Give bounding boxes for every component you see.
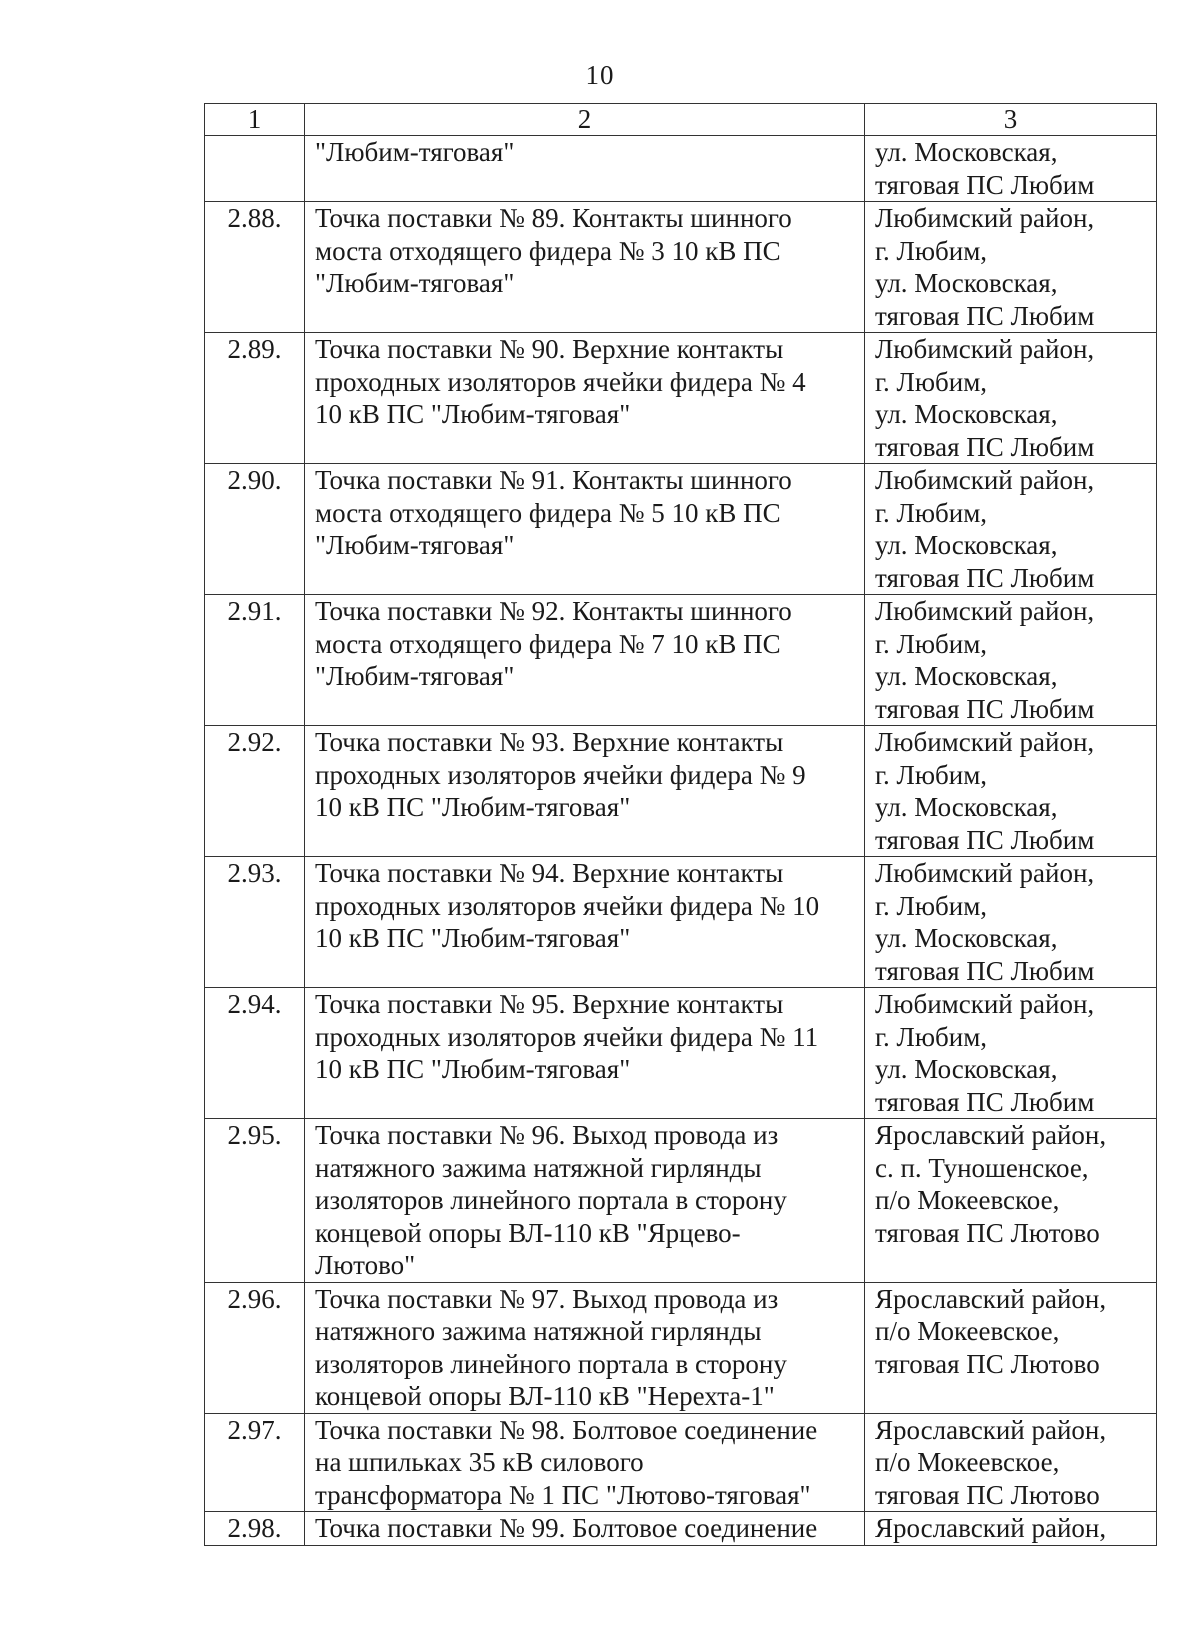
- description-line: концевой опоры ВЛ-110 кВ "Нерехта-1": [315, 1381, 775, 1411]
- table-row: [205, 988, 1157, 1119]
- row-number-cell: [205, 136, 305, 202]
- description-line: 10 кВ ПС "Любим-тяговая": [315, 399, 631, 429]
- address-line: Любимский район,: [875, 989, 1095, 1019]
- description-cell: [305, 333, 865, 464]
- address-line: г. Любим,: [875, 1021, 988, 1052]
- description-line: проходных изоляторов ячейки фидера № 11: [315, 1021, 819, 1052]
- table-row: [205, 136, 1157, 202]
- table-row: [205, 726, 1157, 857]
- address-line: тяговая ПС Любим: [875, 693, 1095, 724]
- address-cell: [865, 136, 1157, 202]
- delivery-points-table: [204, 103, 1157, 1546]
- address-line: тяговая ПС Лютово: [875, 1479, 1100, 1510]
- description-cell: [305, 988, 865, 1119]
- column-header-description: 2: [305, 104, 865, 136]
- description-line: "Любим-тяговая": [315, 661, 515, 691]
- description-line: натяжного зажима натяжной гирлянды: [315, 1152, 762, 1183]
- address-line: ул. Московская,: [875, 137, 1058, 167]
- table-row: [205, 202, 1157, 333]
- description-cell: [305, 1282, 865, 1413]
- row-number-cell: 2.96.: [205, 1282, 305, 1413]
- address-cell: [865, 464, 1157, 595]
- address-line: тяговая ПС Любим: [875, 169, 1095, 200]
- address-line: г. Любим,: [875, 759, 988, 790]
- table-header-row: [205, 104, 1157, 136]
- address-line: тяговая ПС Любим: [875, 300, 1095, 331]
- address-cell: [865, 1282, 1157, 1413]
- table-row: [205, 857, 1157, 988]
- description-line: Точка поставки № 98. Болтовое соединение: [315, 1414, 818, 1445]
- address-line: тяговая ПС Любим: [875, 824, 1095, 855]
- address-line: Любимский район,: [875, 727, 1095, 757]
- address-line: тяговая ПС Любим: [875, 431, 1095, 462]
- description-line: 10 кВ ПС "Любим-тяговая": [315, 792, 631, 822]
- page-number: 10: [585, 60, 615, 90]
- description-cell: [305, 202, 865, 333]
- description-cell: [305, 1512, 865, 1546]
- row-number-cell: 2.92.: [205, 726, 305, 857]
- row-number-cell: 2.94.: [205, 988, 305, 1119]
- address-cell: [865, 726, 1157, 857]
- address-line: г. Любим,: [875, 628, 988, 659]
- row-number-cell: 2.98.: [205, 1512, 305, 1546]
- address-line: Ярославский район,: [875, 1513, 1107, 1543]
- address-cell: [865, 202, 1157, 333]
- address-line: тяговая ПС Лютово: [875, 1348, 1100, 1379]
- description-cell: [305, 464, 865, 595]
- description-line: натяжного зажима натяжной гирлянды: [315, 1316, 762, 1346]
- address-line: ул. Московская,: [875, 661, 1058, 691]
- table-row: [205, 464, 1157, 595]
- address-line: ул. Московская,: [875, 268, 1058, 298]
- address-line: тяговая ПС Любим: [875, 562, 1095, 593]
- address-cell: [865, 333, 1157, 464]
- address-cell: [865, 857, 1157, 988]
- address-line: тяговая ПС Любим: [875, 955, 1095, 986]
- description-cell: [305, 1119, 865, 1283]
- row-number-cell: 2.88.: [205, 202, 305, 333]
- table-row: [205, 1282, 1157, 1413]
- address-line: ул. Московская,: [875, 530, 1058, 560]
- address-line: г. Любим,: [875, 497, 988, 528]
- address-line: Любимский район,: [875, 596, 1095, 626]
- address-line: ул. Московская,: [875, 399, 1058, 429]
- table-row: [205, 1119, 1157, 1283]
- column-header-address: 3: [865, 104, 1157, 136]
- address-line: г. Любим,: [875, 890, 988, 921]
- description-line: трансформатора № 1 ПС "Лютово-тяговая": [315, 1479, 811, 1510]
- address-line: п/о Мокеевское,: [875, 1316, 1060, 1346]
- description-line: изоляторов линейного портала в сторону: [315, 1185, 787, 1215]
- description-line: "Любим-тяговая": [315, 530, 515, 560]
- address-line: п/о Мокеевское,: [875, 1447, 1060, 1477]
- address-line: Ярославский район,: [875, 1414, 1107, 1445]
- address-line: тяговая ПС Любим: [875, 1086, 1095, 1117]
- address-cell: [865, 1119, 1157, 1283]
- address-line: г. Любим,: [875, 366, 988, 397]
- description-cell: [305, 595, 865, 726]
- address-line: г. Любим,: [875, 235, 988, 266]
- address-cell: [865, 1512, 1157, 1546]
- table-body: [205, 136, 1157, 1546]
- description-line: концевой опоры ВЛ-110 кВ "Ярцево-: [315, 1217, 741, 1248]
- row-number-cell: 2.95.: [205, 1119, 305, 1283]
- address-cell: [865, 1413, 1157, 1512]
- description-line: Точка поставки № 97. Выход провода из: [315, 1283, 779, 1314]
- address-line: Любимский район,: [875, 334, 1095, 364]
- description-line: Точка поставки № 95. Верхние контакты: [315, 989, 784, 1019]
- row-number-cell: 2.93.: [205, 857, 305, 988]
- description-line: проходных изоляторов ячейки фидера № 9: [315, 759, 806, 790]
- address-line: Любимский район,: [875, 465, 1095, 495]
- description-line: Точка поставки № 92. Контакты шинного: [315, 596, 792, 626]
- address-line: ул. Московская,: [875, 923, 1058, 953]
- description-line: 10 кВ ПС "Любим-тяговая": [315, 923, 631, 953]
- address-line: Ярославский район,: [875, 1120, 1107, 1150]
- description-line: Точка поставки № 94. Верхние контакты: [315, 858, 784, 888]
- description-line: моста отходящего фидера № 5 10 кВ ПС: [315, 497, 781, 528]
- column-header-number: 1: [205, 104, 305, 136]
- table-row: [205, 1413, 1157, 1512]
- table-row: [205, 1512, 1157, 1546]
- address-cell: [865, 988, 1157, 1119]
- description-cell: [305, 1413, 865, 1512]
- row-number-cell: 2.90.: [205, 464, 305, 595]
- description-cell: [305, 136, 865, 202]
- description-line: 10 кВ ПС "Любим-тяговая": [315, 1054, 631, 1084]
- description-line: проходных изоляторов ячейки фидера № 4: [315, 366, 806, 397]
- description-line: на шпильках 35 кВ силового: [315, 1447, 644, 1477]
- address-line: с. п. Туношенское,: [875, 1152, 1089, 1183]
- address-line: Любимский район,: [875, 858, 1095, 888]
- address-line: ул. Московская,: [875, 1054, 1058, 1084]
- description-line: Лютово": [315, 1250, 416, 1280]
- description-line: Точка поставки № 93. Верхние контакты: [315, 727, 784, 757]
- table-row: [205, 333, 1157, 464]
- description-line: Точка поставки № 91. Контакты шинного: [315, 465, 792, 495]
- address-line: Любимский район,: [875, 203, 1095, 233]
- description-line: Точка поставки № 89. Контакты шинного: [315, 203, 792, 233]
- address-line: п/о Мокеевское,: [875, 1185, 1060, 1215]
- description-line: "Любим-тяговая": [315, 268, 515, 298]
- address-line: тяговая ПС Лютово: [875, 1217, 1100, 1248]
- row-number-cell: 2.89.: [205, 333, 305, 464]
- address-cell: [865, 595, 1157, 726]
- description-cell: [305, 857, 865, 988]
- address-line: Ярославский район,: [875, 1283, 1107, 1314]
- description-line: Точка поставки № 96. Выход провода из: [315, 1120, 779, 1150]
- description-cell: [305, 726, 865, 857]
- description-line: "Любим-тяговая": [315, 137, 515, 167]
- description-line: моста отходящего фидера № 3 10 кВ ПС: [315, 235, 781, 266]
- description-line: Точка поставки № 99. Болтовое соединение: [315, 1513, 818, 1543]
- address-line: ул. Московская,: [875, 792, 1058, 822]
- description-line: проходных изоляторов ячейки фидера № 10: [315, 890, 820, 921]
- row-number-cell: 2.91.: [205, 595, 305, 726]
- description-line: Точка поставки № 90. Верхние контакты: [315, 334, 784, 364]
- description-line: моста отходящего фидера № 7 10 кВ ПС: [315, 628, 781, 659]
- row-number-cell: 2.97.: [205, 1413, 305, 1512]
- table-row: [205, 595, 1157, 726]
- description-line: изоляторов линейного портала в сторону: [315, 1348, 787, 1379]
